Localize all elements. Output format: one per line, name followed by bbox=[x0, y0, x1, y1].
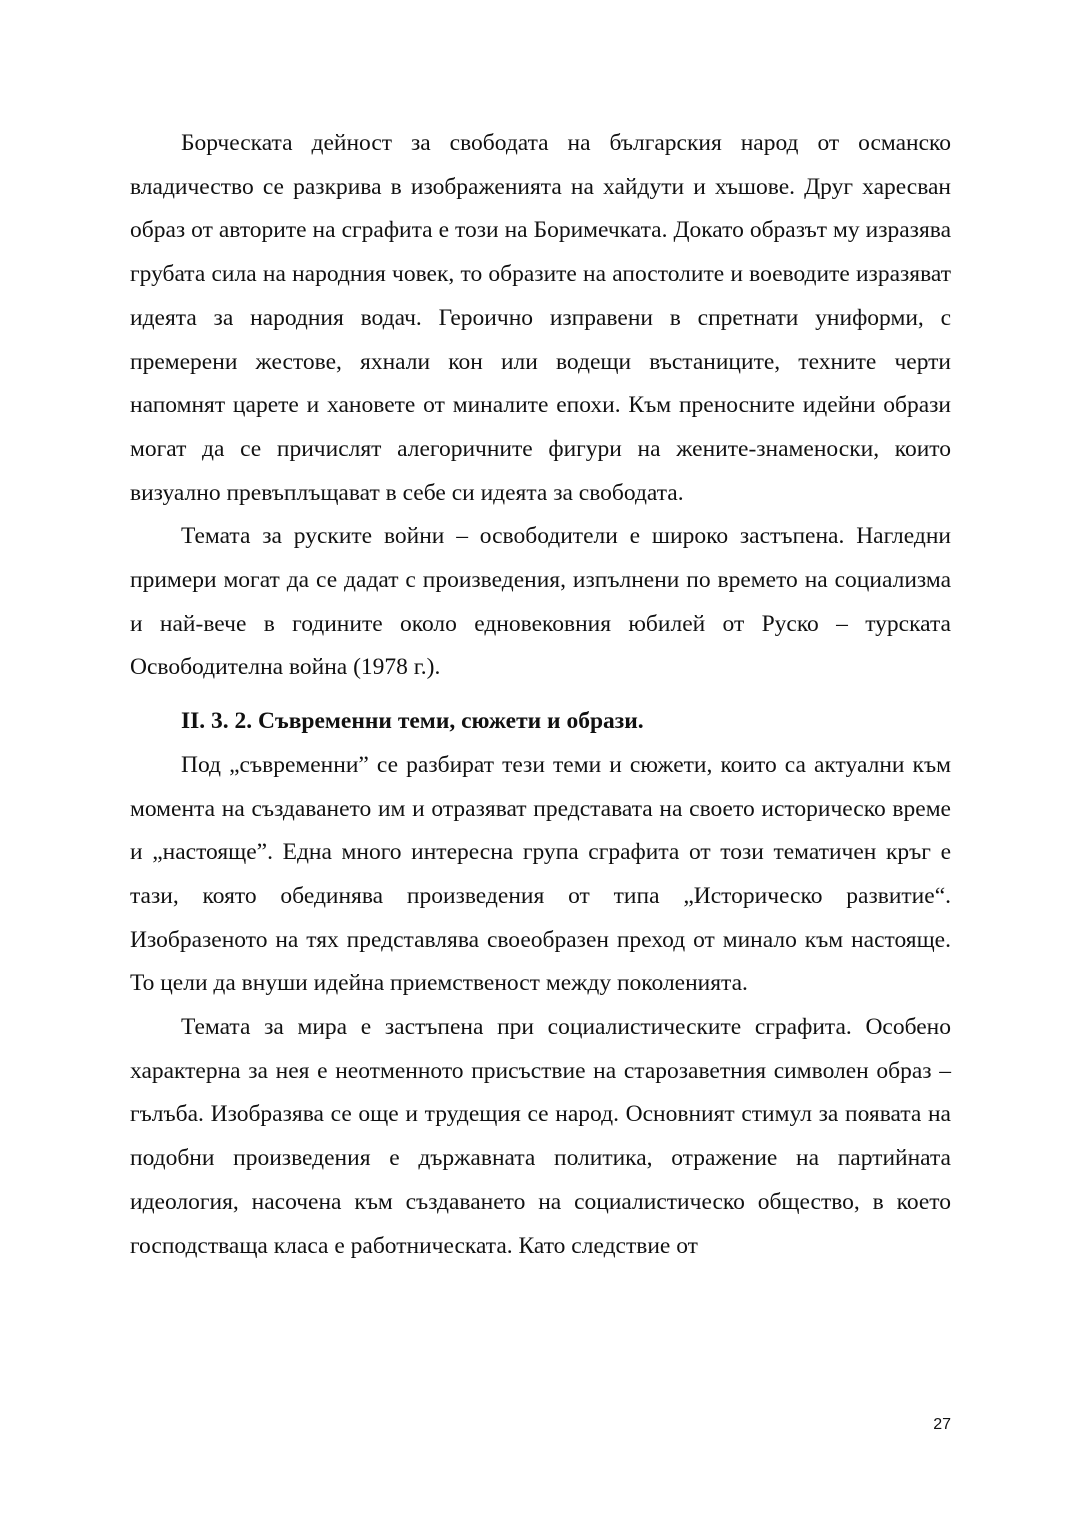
paragraph-peace-theme: Темата за мира е застъпена при социалистическите сграфита. Особено характерна за нея е неотменното присъствие на старозаветния символен образ – гълъба. Изобразява се още и трудещия се народ. Основният стимул за появата на подобни произведения е държавната политика, отражение на партийната идеология, насочена към създаването на социалистическо общество, в което господстваща класа е работническата. Като следствие от bbox=[130, 1014, 951, 1259]
page-body bbox=[130, 122, 951, 1268]
paragraph-russian-wars: Темата за руските войни – освободители е широко застъпена. Нагледни примери могат да се дадат с произведения, изпълнени по времето на социализма и най-вече в годините около едновековния юбилей от Руско – турската Освободителна война (1978 г.). bbox=[130, 523, 951, 681]
page-number: 27 bbox=[933, 1416, 951, 1433]
paragraph-freedom-struggle: Борческата дейност за свободата на българския народ от османско владичество се разкрива в изображенията на хайдути и хъшове. Друг харесван образ от авторите на сграфита е този на Боримечката. Докато образът му изразява грубата сила на народния човек, то образите на апостолите и воеводите изразяват идеята за народния водач. Героично изправени в спретнати униформи, с премерени жестове, яхнали кон или водещи въстаниците, техните черти напомнят царете и хановете от миналите епохи. Към преносните идейни образи могат да се причислят алегоричните фигури на жените-знаменоски, които визуално превъплъщават в себе си идеята за свободата. bbox=[130, 130, 951, 506]
paragraph-contemporary-themes: Под „съвременни” се разбират тези теми и сюжети, които са актуални към момента на създаването им и отразяват представата на своето историческо време и „настояще”. Една много интересна група сграфита от този тематичен кръг е тази, която обединява произведения от типа „Историческо развитие“. Изобразеното на тях представлява своеобразен преход от минало към настояще. То цели да внуши идейна приемственост между поколенията. bbox=[130, 751, 951, 997]
section-heading: II. 3. 2. Съвременни теми, сюжети и образи. bbox=[181, 708, 644, 735]
